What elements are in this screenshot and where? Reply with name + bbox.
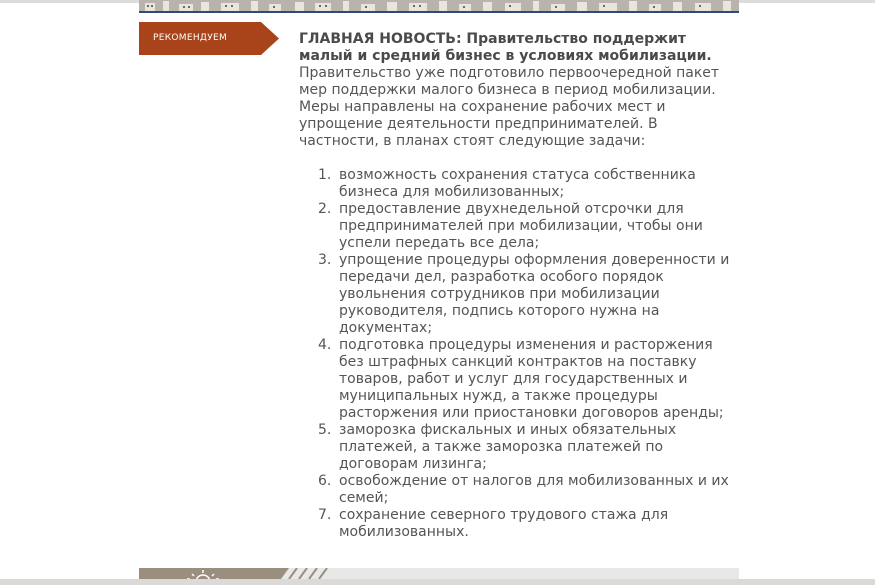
list-item-number: 7. bbox=[318, 507, 332, 523]
list-item-text: освобождение от налогов для мобилизованных и их семей; bbox=[339, 473, 729, 506]
list-item bbox=[318, 201, 741, 252]
list-item bbox=[318, 167, 741, 201]
list-item-text: подготовка процедуры изменения и расторжения без штрафных санкций контрактов на поставку товаров, работ и услуг для государственных и муниципальных нужд, а также процедуры расторжения или приостановки договоров аренды; bbox=[339, 337, 724, 421]
main-news-article bbox=[299, 31, 741, 541]
article-lead: Правительство уже подготовило первоочередной пакет мер поддержки малого бизнеса в период мобилизации. Меры направлены на сохранение рабочих мест и упрощение деятельности предпринимателей. В частности, в планах стоят следующие задачи: bbox=[299, 65, 720, 149]
list-item-number: 3. bbox=[318, 252, 332, 268]
header-banner-image bbox=[139, 0, 739, 11]
list-item-text: предоставление двухнедельной отсрочки для предпринимателей при мобилизации, чтобы они успели передать все дела; bbox=[339, 201, 703, 251]
page-bottom-border bbox=[0, 579, 875, 585]
list-item-number: 5. bbox=[318, 422, 332, 438]
list-item bbox=[318, 507, 741, 541]
task-list bbox=[299, 167, 741, 541]
list-item-number: 1. bbox=[318, 167, 332, 183]
list-item-number: 4. bbox=[318, 337, 332, 353]
article-title: ГЛАВНАЯ НОВОСТЬ: Правительство поддержит малый и средний бизнес в условиях мобилизации. bbox=[299, 31, 712, 64]
header-underline bbox=[139, 11, 739, 13]
list-item-text: упрощение процедуры оформления доверенности и передачи дел, разработка особого порядок увольнения сотрудников при мобилизации руководителя, подпись которого нужна на документах; bbox=[339, 252, 730, 336]
list-item bbox=[318, 337, 741, 422]
city-skyline-image bbox=[139, 0, 739, 11]
section-ribbon bbox=[139, 22, 279, 55]
list-item bbox=[318, 252, 741, 337]
list-item bbox=[318, 422, 741, 473]
list-item-text: сохранение северного трудового стажа для мобилизованных. bbox=[339, 507, 669, 540]
ribbon-label: РЕКОМЕНДУЕМ bbox=[153, 33, 228, 43]
list-item-text: заморозка фискальных и иных обязательных платежей, а также заморозка платежей по договорам лизинга; bbox=[339, 422, 677, 472]
list-item bbox=[318, 473, 741, 507]
footer-band bbox=[139, 568, 739, 579]
list-item-number: 2. bbox=[318, 201, 332, 217]
list-item-text: возможность сохранения статуса собственника бизнеса для мобилизованных; bbox=[339, 167, 696, 200]
footer-decoration bbox=[139, 568, 739, 579]
list-item-number: 6. bbox=[318, 473, 332, 489]
